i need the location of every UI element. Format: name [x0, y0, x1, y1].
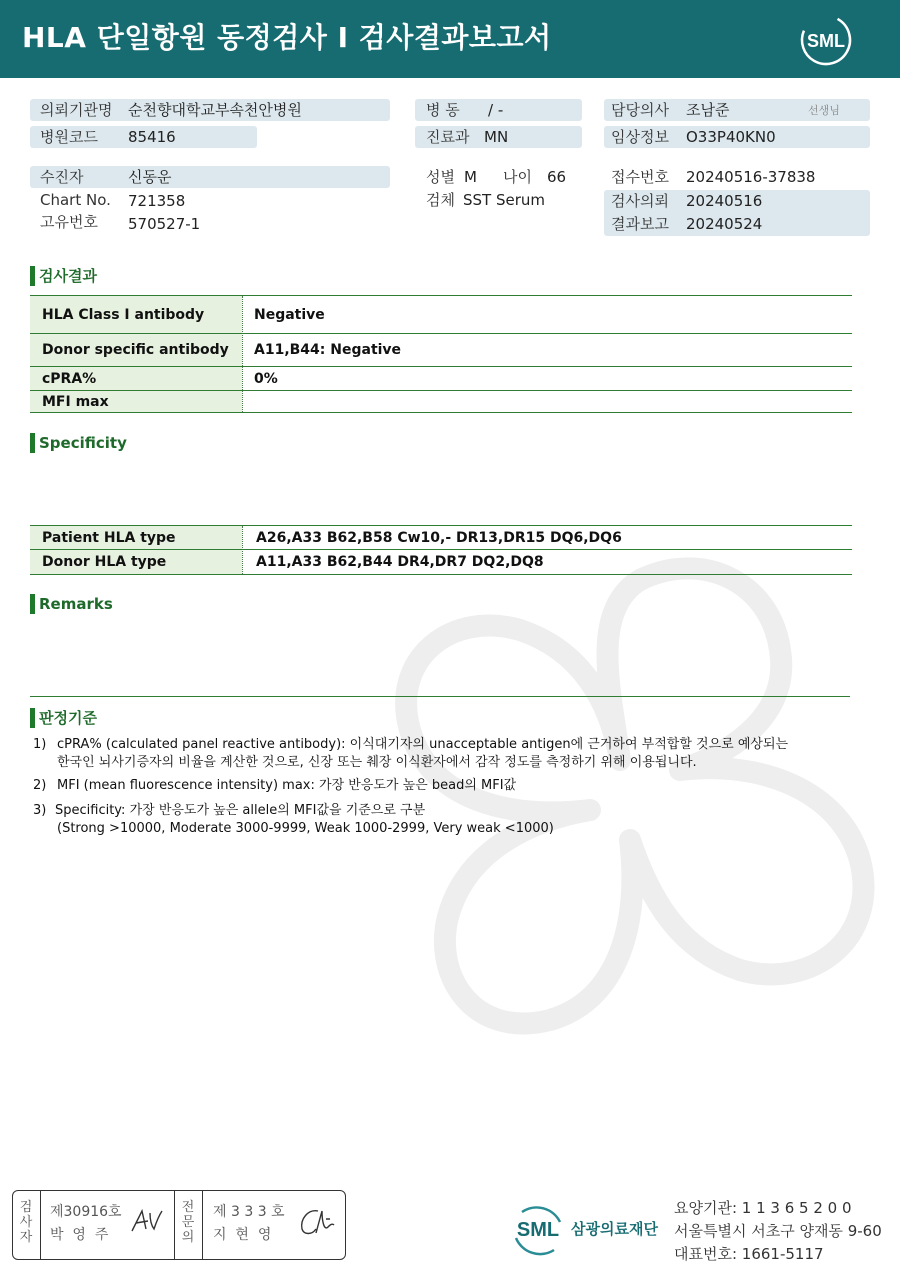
examiner-signature-icon — [128, 1205, 168, 1235]
specimen-label: 검체 — [426, 191, 455, 209]
hla-row-label: Patient HLA type — [42, 530, 176, 546]
sml-logo-icon — [798, 12, 854, 68]
specialist-license-no: 제 3 3 3 호 — [213, 1204, 285, 1220]
age-label: 나이 — [503, 168, 532, 186]
result-row-label: HLA Class I antibody — [42, 307, 205, 323]
hospital-code-label: 병원코드 — [40, 128, 98, 146]
sex-label: 성별 — [426, 168, 455, 186]
doctor-value: 조남준 — [686, 101, 730, 119]
hla-row-rule — [30, 549, 852, 550]
care-institution-no: 요양기관: 1 1 3 6 5 2 0 0 — [674, 1199, 852, 1217]
results-row-rule-1 — [30, 333, 852, 334]
result-row-value: Negative — [254, 307, 325, 323]
examiner-name: 박 영 주 — [50, 1227, 109, 1243]
remarks-section-title: Remarks — [39, 595, 113, 613]
remarks-bottom-rule — [30, 696, 850, 697]
examiner-license-no: 제30916호 — [50, 1204, 122, 1220]
department-label: 진료과 — [426, 128, 470, 146]
result-row-label: cPRA% — [42, 371, 97, 387]
hla-row-value: A11,A33 B62,B44 DR4,DR7 DQ2,DQ8 — [256, 554, 544, 570]
chart-no-label: Chart No. — [40, 191, 111, 209]
criteria-item-text: MFI (mean fluorescence intensity) max: 가장 반응도가 높은 bead의 MFI값 — [57, 778, 517, 793]
specialist-label: 전 문 의 — [181, 1200, 195, 1245]
patient-value: 신동운 — [128, 168, 172, 186]
result-row-value: A11,B44: Negative — [254, 342, 402, 358]
institution-value: 순천향대학교부속천안병원 — [128, 101, 302, 119]
criteria-section-title: 판정기준 — [39, 709, 97, 727]
remarks-section-marker — [30, 594, 35, 614]
org-address: 서울특별시 서초구 양재동 9-60 — [674, 1222, 882, 1240]
results-section-title: 검사결과 — [39, 267, 97, 285]
specificity-section-title: Specificity — [39, 434, 127, 452]
unique-no-label: 고유번호 — [40, 213, 98, 231]
org-phone: 대표번호: 1661-5117 — [674, 1245, 824, 1263]
doctor-label: 담당의사 — [611, 101, 669, 119]
report-title: HLA 단일항원 동정검사 I 검사결과보고서 — [22, 21, 552, 54]
result-row-label: MFI max — [42, 394, 109, 410]
sml-footer-logo-icon — [508, 1198, 568, 1258]
institution-label: 의뢰기관명 — [40, 101, 113, 119]
criteria-item-text: cPRA% (calculated panel reactive antibody): 이식대기자의 unacceptable antigen에 근거하여 부적합할 것으로 예상되는 — [57, 737, 789, 752]
criteria-item-text: (Strong >10000, Moderate 3000-9999, Weak 1000-2999, Very weak <1000) — [57, 821, 554, 836]
org-name: 삼광의료재단 — [571, 1220, 658, 1238]
clinical-info-value: O33P40KN0 — [686, 128, 776, 146]
clinical-info-label: 임상정보 — [611, 128, 669, 146]
receipt-no-value: 20240516-37838 — [686, 168, 816, 186]
watermark-cross-icon — [340, 520, 900, 1080]
criteria-item-text: 한국인 뇌사기증자의 비율을 계산한 것으로, 신장 또는 췌장 이식환자에서 감작 정도를 측정하기 위해 이용됩니다. — [57, 755, 697, 770]
criteria-section-marker — [30, 708, 35, 728]
chart-no-value: 721358 — [128, 192, 186, 210]
hospital-code-value: 85416 — [128, 128, 176, 146]
request-date-label: 검사의뢰 — [611, 192, 669, 210]
patient-pill — [30, 166, 390, 188]
results-bottom-rule — [30, 412, 852, 413]
doctor-suffix: 선생님 — [808, 104, 840, 117]
result-row-value: 0% — [254, 371, 278, 387]
sml-footer-logo-text: SML — [516, 1219, 560, 1241]
specimen-value: SST Serum — [463, 191, 546, 209]
hla-row-value: A26,A33 B62,B58 Cw10,- DR13,DR15 DQ6,DQ6 — [256, 530, 622, 546]
criteria-item-number: 3) — [33, 803, 47, 818]
signature-divider — [40, 1191, 41, 1259]
hla-row-label: Donor HLA type — [42, 554, 167, 570]
ward-label: 병 동 — [426, 101, 460, 119]
department-value: MN — [484, 128, 509, 146]
sex-value: M — [464, 168, 477, 186]
criteria-item-number: 2) — [33, 778, 47, 793]
specialist-signature-icon — [296, 1205, 336, 1239]
result-row-label: Donor specific antibody — [42, 342, 229, 358]
ward-value: / - — [488, 101, 504, 119]
report-date-value: 20240524 — [686, 215, 763, 233]
patient-label: 수진자 — [40, 168, 84, 186]
results-row-rule-3 — [30, 390, 852, 391]
report-date-label: 결과보고 — [611, 215, 669, 233]
specificity-section-marker — [30, 433, 35, 453]
receipt-no-label: 접수번호 — [611, 168, 669, 186]
sml-logo-text: SML — [807, 31, 845, 51]
examiner-label: 검 사 자 — [19, 1200, 33, 1245]
criteria-item-number: 1) — [33, 737, 47, 752]
age-value: 66 — [547, 168, 567, 186]
results-section-marker — [30, 266, 35, 286]
report-header — [0, 0, 900, 78]
signature-divider — [202, 1191, 203, 1259]
hla-column-divider — [242, 526, 243, 574]
results-column-divider — [242, 296, 243, 412]
results-row-rule-2 — [30, 366, 852, 367]
criteria-item-text: Specificity: 가장 반응도가 높은 allele의 MFI값을 기준으로 구분 — [55, 803, 426, 818]
hla-bottom-rule — [30, 574, 852, 575]
request-date-value: 20240516 — [686, 192, 763, 210]
unique-no-value: 570527-1 — [128, 215, 201, 233]
specialist-name: 지 현 영 — [213, 1227, 272, 1243]
signature-divider — [174, 1191, 175, 1259]
